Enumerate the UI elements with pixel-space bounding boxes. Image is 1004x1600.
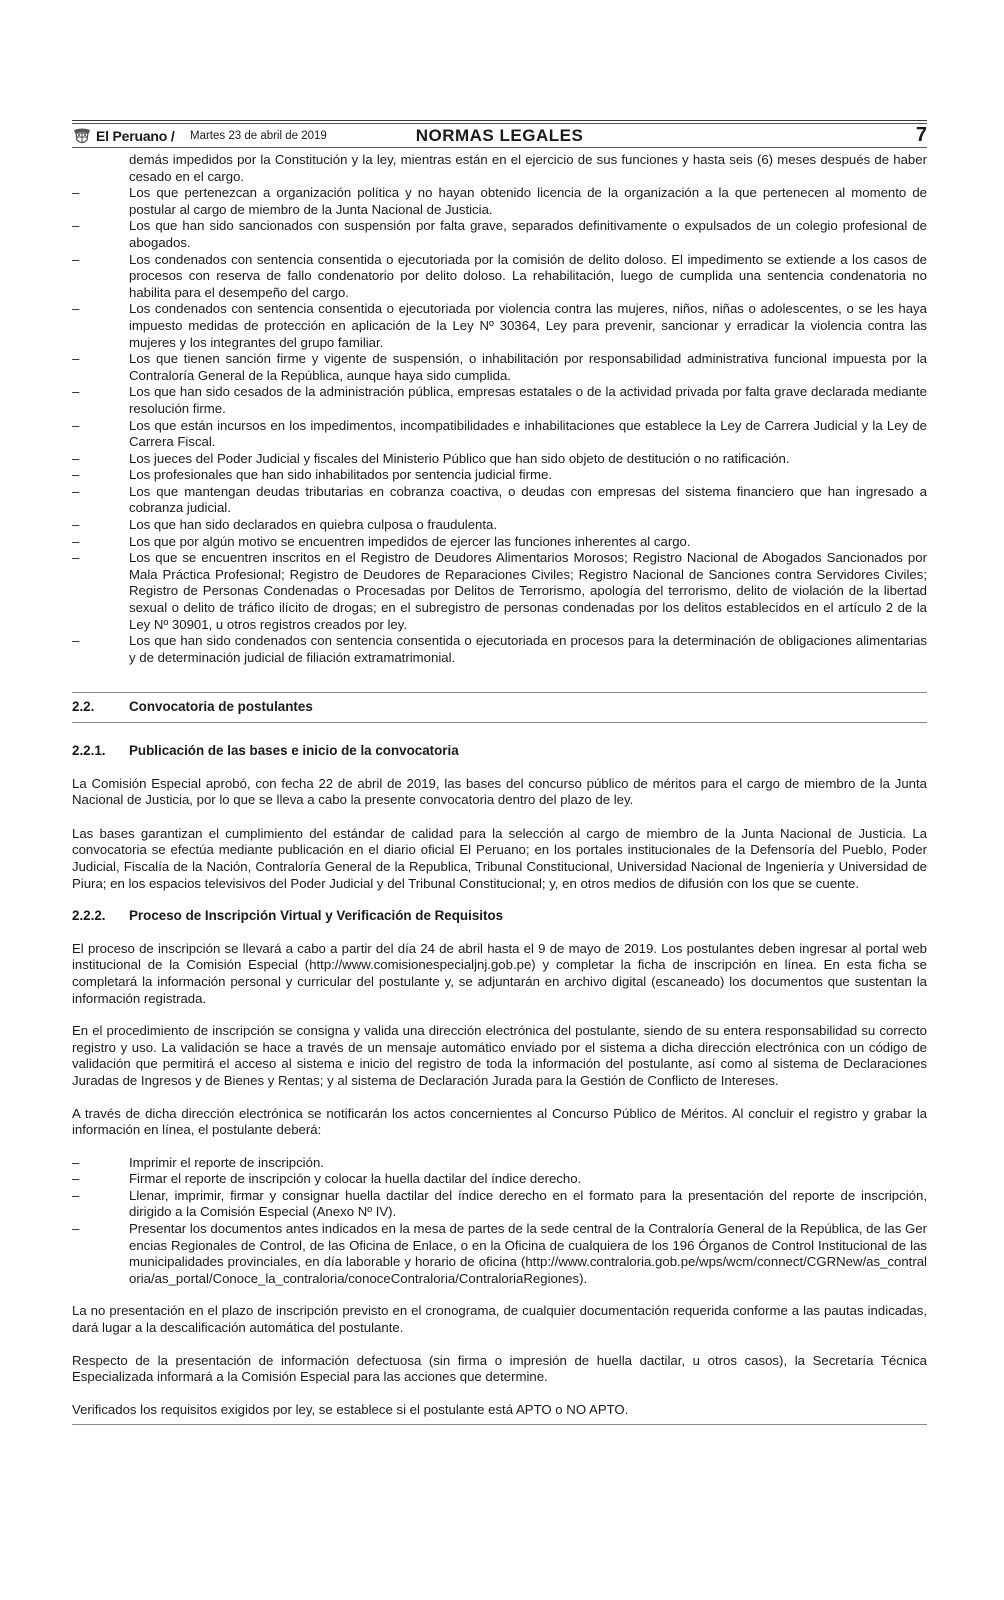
- dash-bullet: –: [72, 1187, 80, 1203]
- dash-bullet: –: [72, 550, 80, 566]
- section-heading-2-2-2: 2.2.2. Proceso de Inscripción Virtual y Verificación de Requisitos: [72, 908, 504, 924]
- paragraph: Las bases garantizan el cumplimiento del estándar de calidad para la selección al cargo de miembro de la Junta Nacional de Justicia. La convocatoria se efectúa mediante publicación en el diario oficial El Peruano; en los portales institucionales de la Defensoría del Pueblo, Poder Judicial, Fiscalía de la Nación, Contraloría General de la Republica, Tribunal Constitucional, Universidad Nacional de Ingeniería y Universidad de Piura; en los espacios televisivos del Poder Judicial y del Tribunal Constitucional; y, en otros medios de difusión con los que se cuente.: [72, 825, 927, 891]
- section-heading-2-2: 2.2. Convocatoria de postulantes: [72, 699, 313, 715]
- paragraph: Respecto de la presentación de información defectuosa (sin firma o impresión de huella dactilar, u otros casos), la Secretaría Técnica Especializada informará a la Comisión Especial para las acciones que determine.: [72, 1352, 927, 1385]
- list-item-continuation: demás impedidos por la Constitución y la ley, mientras están en el ejercicio de sus funciones y hasta seis (6) meses después de haber cesado en el cargo.: [129, 152, 927, 184]
- list-item: – Los condenados con sentencia consentida o ejecutoriada por violencia contra las mujeres, niños, niñas o adolescentes, o se les haya impuesto medidas de protección en aplicación de la Ley Nº 30364, Ley para prevenir, sancionar y erradicar la violencia contra las mujeres y los integrantes del grupo familiar.: [72, 301, 927, 350]
- page-bottom-rule: [72, 1424, 927, 1425]
- header-rule: [72, 123, 927, 124]
- list-item: – Los que por algún motivo se encuentren impedidos de ejercer las funciones inherentes al cargo.: [72, 533, 691, 549]
- paragraph: En el procedimiento de inscripción se consigna y valida una dirección electrónica del postulante, siendo de su entera responsabilidad su correcto registro y uso. La validación se hace a través de un mensaje automático enviado por el sistema a dicha dirección electrónica con un código de validación que permitirá el acceso al sistema e inicio del registro de toda la información del postulante, así como al sistema de Declaraciones Juradas de Ingresos y de Bienes y Rentas; y al sistema de Declaración Jurada para la Gestión de Conflicto de Intereses.: [72, 1023, 927, 1088]
- list-item: – Los profesionales que han sido inhabilitados por sentencia judicial firme.: [72, 467, 552, 483]
- article-body: [72, 152, 927, 1425]
- list-item: – Llenar, imprimir, firmar y consignar huella dactilar del índice derecho en el formato para la presentación del reporte de inscripción, dirigido a la Comisión Especial (Anexo Nº IV).: [72, 1187, 927, 1220]
- list-item: – Firmar el reporte de inscripción y colocar la huella dactilar del índice derecho.: [72, 1171, 582, 1187]
- dash-bullet: –: [72, 467, 80, 483]
- dash-bullet: –: [72, 517, 80, 533]
- dash-bullet: –: [72, 218, 80, 234]
- header-rule: [72, 120, 927, 121]
- dash-bullet: –: [72, 483, 80, 499]
- list-item: – Los que están incursos en los impedimentos, incompatibilidades e inhabilitaciones que establece la Ley de Carrera Judicial y la Ley de Carrera Fiscal.: [72, 417, 927, 450]
- paragraph: La no presentación en el plazo de inscripción previsto en el cronograma, de cualquier documentación requerida conforme a las pautas indicadas, dará lugar a la descalificación automática del postulante.: [72, 1303, 927, 1336]
- list-item: – Los que han sido declarados en quiebra culposa o fraudulenta.: [72, 517, 498, 533]
- header-rule: [72, 147, 927, 148]
- page-header: [72, 118, 927, 152]
- impedimentos-list: [72, 152, 927, 666]
- list-item: – Los jueces del Poder Judicial y fiscales del Ministerio Público que han sido objeto de destitución o no ratificación.: [72, 450, 790, 466]
- paragraph: El proceso de inscripción se llevará a cabo a partir del día 24 de abril hasta el 9 de mayo de 2019. Los postulantes deben ingresar al portal web institucional de la Comisión Especial (http://www.comisionespecialjnj.gob.pe) y completar la ficha de inscripción en línea. En esta ficha se completará la información personal y curricular del postulante y, se adjuntarán en archivo digital (escaneado) los documentos que sustentan la información registrada.: [72, 940, 927, 1006]
- dash-bullet: –: [72, 417, 80, 433]
- dash-bullet: –: [72, 1221, 80, 1237]
- dash-bullet: –: [72, 251, 80, 267]
- issue-date: Martes 23 de abril de 2019: [190, 130, 327, 142]
- section-heading-2-2-1: 2.2.1. Publicación de las bases e inicio de la convocatoria: [72, 743, 459, 758]
- dash-bullet: –: [72, 633, 80, 649]
- dash-bullet: –: [72, 301, 80, 317]
- list-item: – Los condenados con sentencia consentida o ejecutoriada por la comisión de delito doloso. El impedimento se extiende a los casos de procesos con reserva de fallo condenatorio por delito doloso. La rehabilitación, luego de cumplida una sentencia condenatoria no habilita para el desempeño del cargo.: [72, 251, 927, 300]
- dash-bullet: –: [72, 384, 80, 400]
- steps-list: [72, 1155, 927, 1288]
- dash-bullet: –: [72, 185, 80, 201]
- dash-bullet: –: [72, 1171, 80, 1187]
- dash-bullet: –: [72, 351, 80, 367]
- list-item: – Los que han sido sancionados con suspensión por falta grave, separados definitivamente o expulsados de un colegio profesional de abogados.: [72, 218, 927, 250]
- dash-bullet: –: [72, 533, 80, 549]
- list-item: – Los que pertenezcan a organización política y no hayan obtenido licencia de la organización a la que pertenecen al momento de postular al cargo de miembro de la Junta Nacional de Justicia.: [72, 185, 927, 217]
- list-item: – Los que mantengan deudas tributarias en cobranza coactiva, o deudas con empresas del sistema financiero que han ingresado a cobranza judicial.: [72, 483, 927, 516]
- paragraph: A través de dicha dirección electrónica se notificarán los actos concernientes al Concurso Público de Méritos. Al concluir el registro y grabar la información en línea, el postulante deberá:: [72, 1105, 927, 1138]
- page-number: 7: [915, 124, 927, 146]
- list-item: – Los que han sido condenados con sentencia consentida o ejecutoriada en procesos para la determinación de obligaciones alimentarias y de determinación judicial de filiación extramatrimonial.: [72, 633, 927, 665]
- section-title: NORMAS LEGALES: [415, 126, 584, 145]
- list-item: – Imprimir el reporte de inscripción.: [72, 1154, 324, 1170]
- list-item: – Los que tienen sanción firme y vigente de suspensión, o inhabilitación por responsabilidad administrativa funcional impuesta por la Contraloría General de la República, aunque haya sido cumplida.: [72, 351, 927, 383]
- newspaper-brand: El Peruano /: [96, 128, 175, 144]
- paragraph: La Comisión Especial aprobó, con fecha 22 de abril de 2019, las bases del concurso público de méritos para el cargo de miembro de la Junta Nacional de Justicia, por lo que se lleva a cabo la presente convocatoria dentro del plazo de ley.: [72, 775, 927, 808]
- list-item: – Los que han sido cesados de la administración pública, empresas estatales o de la actividad privada por falta grave declarada mediante resolución firme.: [72, 384, 927, 416]
- list-item: – Presentar los documentos antes indicados en la mesa de partes de la sede central de la Contraloría General de la República, de las Gerencias Regionales de Control, de las Oficina de Enlace, o en la Oficina de cualquiera de los 196 Órganos de Control Institucional de las municipalidades provinciales, en día laborable y horario de oficina (http://www.contraloria.gob.pe/wps/wcm/connect/CGRNew/as_contraloria/as_portal/Conoce_la_contraloria/conoceContraloria/ContraloriaRegiones).: [72, 1221, 927, 1286]
- paragraph: Verificados los requisitos exigidos por ley, se establece si el postulante está APTO o NO APTO.: [72, 1401, 629, 1417]
- dash-bullet: –: [72, 450, 80, 466]
- newspaper-page: [72, 118, 927, 1425]
- list-item: – Los que se encuentren inscritos en el Registro de Deudores Alimentarios Morosos; Registro Nacional de Abogados Sancionados por Mala Práctica Profesional; Registro de Deudores de Reparaciones Civiles; Registro Nacional de Sanciones contra Servidores Civiles; Registro de Personas Condenadas o Procesadas por Delitos de Terrorismo, apología del terrorismo, delito de violación de la libertad sexual o delito de tráfico ilícito de drogas; en el subregistro de personas condenadas por los delitos establecidos en el artículo 2 de la Ley Nº 30901, u otros registros creados por ley.: [72, 550, 927, 632]
- dash-bullet: –: [72, 1154, 80, 1170]
